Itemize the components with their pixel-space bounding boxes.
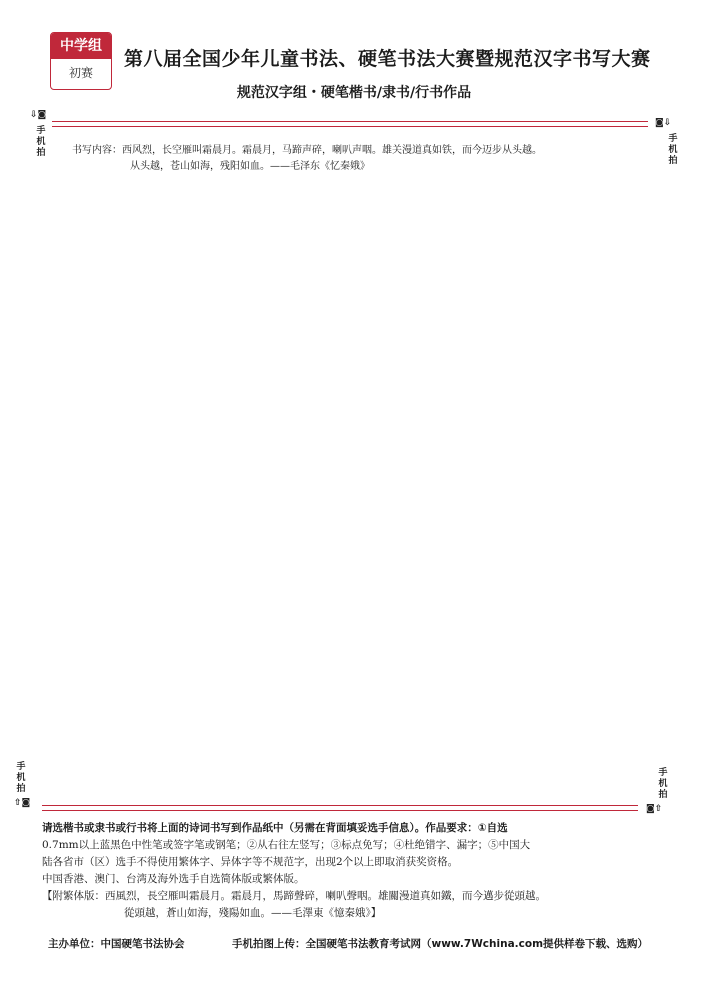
badge-group-label: 中学组	[51, 33, 111, 59]
poem-content	[72, 143, 642, 175]
top-rule-thin	[52, 126, 648, 127]
camera-icon: ◙	[37, 110, 47, 120]
bottom-right-marker	[646, 804, 662, 814]
poem-content-line: 书写内容：西风烈，长空雁叫霜晨月。霜晨月，马蹄声碎，喇叭声咽。雄关漫道真如铁，而今迈步从头越。	[72, 145, 542, 156]
instructions-line: 中国香港、澳门、台湾及海外选手自选简体版或繁体版。	[42, 873, 305, 885]
bottom-right-photo-label: 手机拍	[658, 768, 668, 800]
arrow-down-icon: ⇩	[663, 118, 672, 128]
bottom-left-marker	[14, 798, 30, 808]
arrow-up-icon: ⇧	[14, 798, 22, 808]
arrow-down-icon: ⇩	[30, 110, 38, 120]
organizer-info: 主办单位：中国硬笔书法协会	[48, 938, 185, 950]
top-rule-thick	[52, 121, 648, 122]
upload-info: 手机拍图上传：全国硬笔书法教育考试网（www.7Wchina.com提供样卷下载、选购）	[232, 938, 649, 950]
traditional-version-line: 從頭越，蒼山如海，殘陽如血。——毛澤東《憶秦娥》】	[124, 907, 382, 919]
arrow-up-icon: ⇧	[654, 804, 663, 814]
poem-content-line: 从头越，苍山如海，残阳如血。——毛泽东《忆秦娥》	[130, 161, 370, 172]
bottom-left-photo-label: 手机拍	[16, 762, 26, 794]
fan-writing-area	[0, 330, 708, 620]
instructions-line: 陆各省市（区）选手不得使用繁体字、异体字等不规范字，出现2个以上即取消获奖资格。	[42, 856, 459, 868]
instructions	[42, 820, 682, 922]
camera-icon: ◙	[646, 804, 655, 814]
page-title: 第八届全国少年儿童书法、硬笔书法大赛暨规范汉字书写大赛	[124, 48, 651, 70]
instructions-line: 请选楷书或隶书或行书将上面的诗词书写到作品纸中（另需在背面填妥选手信息）。作品要求：①自选	[42, 822, 508, 834]
bottom-rule-thick	[42, 810, 638, 811]
bottom-rule-thin	[42, 805, 638, 806]
top-right-photo-label: 手机拍	[668, 134, 678, 166]
camera-icon: ◙	[21, 798, 31, 808]
top-left-marker	[30, 110, 46, 120]
page-subtitle: 规范汉字组・硬笔楷书/隶书/行书作品	[236, 85, 472, 101]
badge-round-label: 初赛	[68, 66, 93, 80]
traditional-version-line: 【附繁体版：西風烈，長空雁叫霜晨月。霜晨月，馬蹄聲碎，喇叭聲咽。雄關漫道真如鐵，而今邁步從頭越。	[42, 890, 546, 902]
top-right-marker	[655, 118, 671, 128]
camera-icon: ◙	[655, 118, 664, 128]
top-left-photo-label: 手机拍	[36, 126, 46, 158]
instructions-line: 0.7mm以上蓝黑色中性笔或签字笔或钢笔；②从右往左竖写；③标点免写；④杜绝错字、漏字；⑤中国大	[42, 839, 531, 851]
